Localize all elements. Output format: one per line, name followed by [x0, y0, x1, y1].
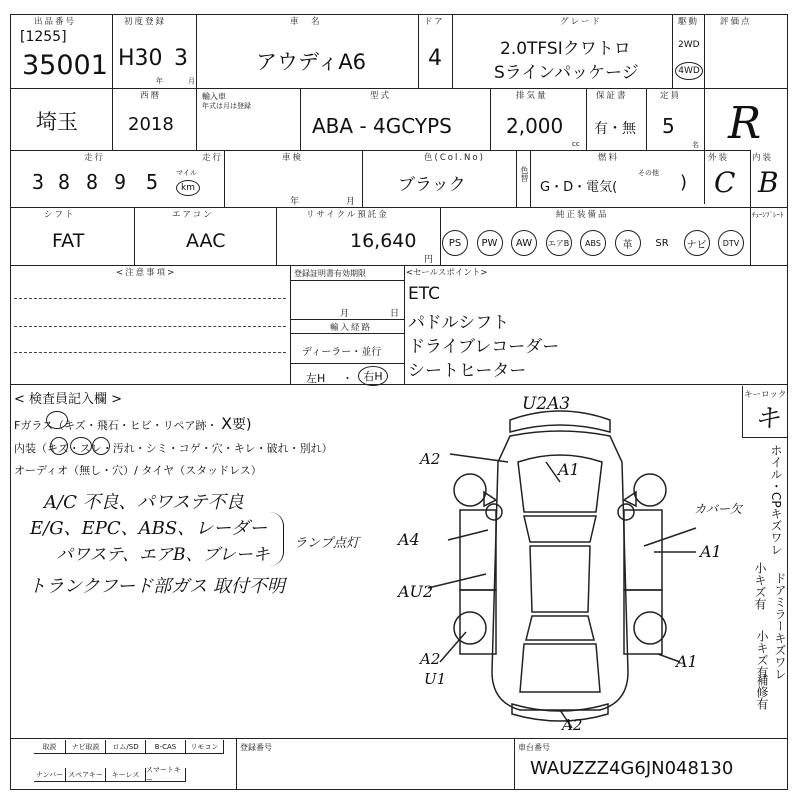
- keyless-label: キーロック: [744, 390, 787, 400]
- first-reg-month: 3: [174, 46, 188, 71]
- grade-line2: Sラインパッケージ: [494, 63, 639, 83]
- equip-item: DTV: [718, 230, 744, 256]
- vin: WAUZZZ4G6JN048130: [530, 758, 734, 779]
- selling-point: ドライブレコーダー: [408, 337, 560, 357]
- shift: FAT: [52, 230, 85, 252]
- recycle-fee: 16,640: [350, 230, 417, 252]
- equip-item: 革: [615, 230, 641, 256]
- damage-mark: A1: [676, 652, 698, 671]
- name-label: 車 名: [290, 17, 322, 27]
- equip-item: PS: [442, 230, 468, 256]
- color-label: 色(Col.No): [424, 153, 485, 163]
- rating-label: 評価点: [720, 17, 752, 27]
- damage-mark: U1: [424, 670, 447, 688]
- damage-mark: A2: [420, 450, 441, 468]
- warranty-label: 保証書: [596, 91, 628, 101]
- fuel-label: 燃料: [598, 153, 620, 163]
- shift-label: シフト: [44, 210, 76, 220]
- model-type: ABA - 4GCYPS: [312, 114, 452, 138]
- drive-2wd: 2WD: [678, 40, 700, 50]
- audio-line: オーディオ（無し・穴）/ タイヤ（スタッドレス）: [14, 464, 262, 477]
- damage-mark: A4: [398, 530, 420, 549]
- equip-item: ABS: [580, 230, 606, 256]
- mileage-label: 走行: [84, 153, 106, 163]
- capacity: 5: [662, 114, 675, 138]
- accessory-cell: B-CAS: [146, 740, 186, 754]
- selling-point: パドルシフト: [408, 313, 510, 333]
- exterior: C: [714, 166, 736, 199]
- fuel: G・D・電気(: [540, 180, 618, 195]
- reg-expiry-label: 登録証明書有効期限: [294, 269, 366, 278]
- accessory-cell: ナビ取説: [66, 740, 106, 754]
- inspector-side-note: ランプ点灯: [294, 536, 360, 551]
- door-label: ドア: [424, 17, 445, 27]
- accessory-cell: リモコン: [186, 740, 224, 754]
- handle-left: 左H: [306, 372, 326, 385]
- drive-4wd: 4WD: [675, 62, 703, 80]
- selling-point: ETC: [408, 284, 440, 304]
- drive-label: 駆動: [678, 17, 700, 27]
- damage-mark: カバー欠: [694, 502, 743, 516]
- side-text: 小キズ有: [753, 562, 767, 610]
- import-route: ディーラー・並行: [302, 347, 382, 358]
- handle-right: 右H: [358, 366, 388, 386]
- grade-label: グレード: [560, 17, 603, 27]
- lot-sub: [1255]: [20, 29, 67, 45]
- equip-item: PW: [477, 230, 503, 256]
- side-text: ホイル・CPキズワレ: [769, 444, 783, 556]
- air-conditioning: AAC: [186, 230, 226, 252]
- side-text: 補修有: [755, 674, 769, 710]
- damage-mark: AU2: [398, 582, 434, 601]
- equip-item: ナビ: [684, 230, 710, 256]
- keyless: キ: [754, 404, 781, 434]
- accessory-cell: キーレス: [106, 768, 146, 782]
- accessory-cell: ナンバー: [34, 768, 66, 782]
- equip-item: エアB: [546, 230, 572, 256]
- inspector-note: E/G、EPC、ABS、レーダー: [30, 518, 268, 539]
- side-text: ドアミラーキズワレ: [773, 572, 787, 680]
- grade-line1: 2.0TFSIクワトロ: [500, 39, 631, 59]
- glass-line: Fガラス（キズ・飛石・ヒビ・リペア跡・ X要): [14, 414, 252, 433]
- accessory-cell: スマートキー: [146, 768, 186, 782]
- cc-label: 排気量: [516, 91, 548, 101]
- recycle-label: リサイクル預託金: [306, 210, 389, 220]
- type-label: 型式: [370, 91, 392, 101]
- accessory-cell: 取説: [34, 740, 66, 754]
- reg-no-label: 登録番号: [240, 743, 272, 752]
- car-diagram: [400, 392, 730, 738]
- lot-label: 出品番号: [34, 17, 77, 27]
- vin-label: 車台番号: [518, 743, 550, 752]
- first-reg-era: H30: [118, 46, 163, 71]
- equip-item: AW: [511, 230, 537, 256]
- interior: B: [758, 166, 779, 199]
- damage-mark: A2: [562, 716, 583, 734]
- year-label: 西暦: [140, 91, 162, 101]
- accessory-cell: ロム/SD: [106, 740, 146, 754]
- model-year: 2018: [128, 114, 174, 135]
- interior-line: 内装（キズ・スレ・汚れ・シミ・コゲ・穴・キレ・破れ・別れ）: [14, 442, 333, 455]
- inspector-note: A/C 不良、パワステ不良: [44, 492, 244, 513]
- first-reg-label: 初度登録: [124, 17, 167, 27]
- color: ブラック: [398, 175, 466, 195]
- side-text: 小キズ有: [755, 630, 769, 678]
- capacity-label: 定員: [660, 91, 682, 101]
- inspection-label: 車検: [282, 153, 304, 163]
- lot-number: 35001: [22, 50, 108, 81]
- ac-label: エアコン: [172, 210, 214, 220]
- warranty: 有・無: [594, 121, 636, 137]
- inspector-note: パワステ、エアB、ブレーキ: [56, 545, 270, 565]
- damage-mark: A1: [558, 460, 580, 479]
- accessory-cell: スペアキー: [66, 768, 106, 782]
- equip-label: 純正装備品: [556, 210, 609, 220]
- selling-point: シートヒーター: [408, 361, 527, 381]
- mileage-unit-km: km: [176, 180, 200, 196]
- interior-label: 内装: [752, 153, 774, 163]
- damage-mark: A1: [700, 542, 722, 561]
- selling-points-label: <セールスポイント>: [406, 268, 488, 278]
- car-name: アウディA6: [256, 50, 367, 74]
- region: 埼玉: [36, 110, 78, 134]
- damage-mark: U2A3: [522, 394, 571, 414]
- inspector-title: < 検査員記入欄 >: [14, 392, 123, 407]
- exterior-label: 外装: [708, 153, 730, 163]
- caution-label: <注意事項>: [116, 268, 177, 278]
- equip-item: SR: [655, 237, 669, 249]
- doors: 4: [428, 46, 442, 71]
- inspector-note: トランクフード部ガス 取付不明: [28, 576, 285, 597]
- displacement: 2,000: [506, 114, 564, 138]
- damage-mark: A2: [420, 650, 441, 668]
- rating: R: [728, 98, 762, 149]
- import-route-label: 輸入経路: [330, 323, 373, 333]
